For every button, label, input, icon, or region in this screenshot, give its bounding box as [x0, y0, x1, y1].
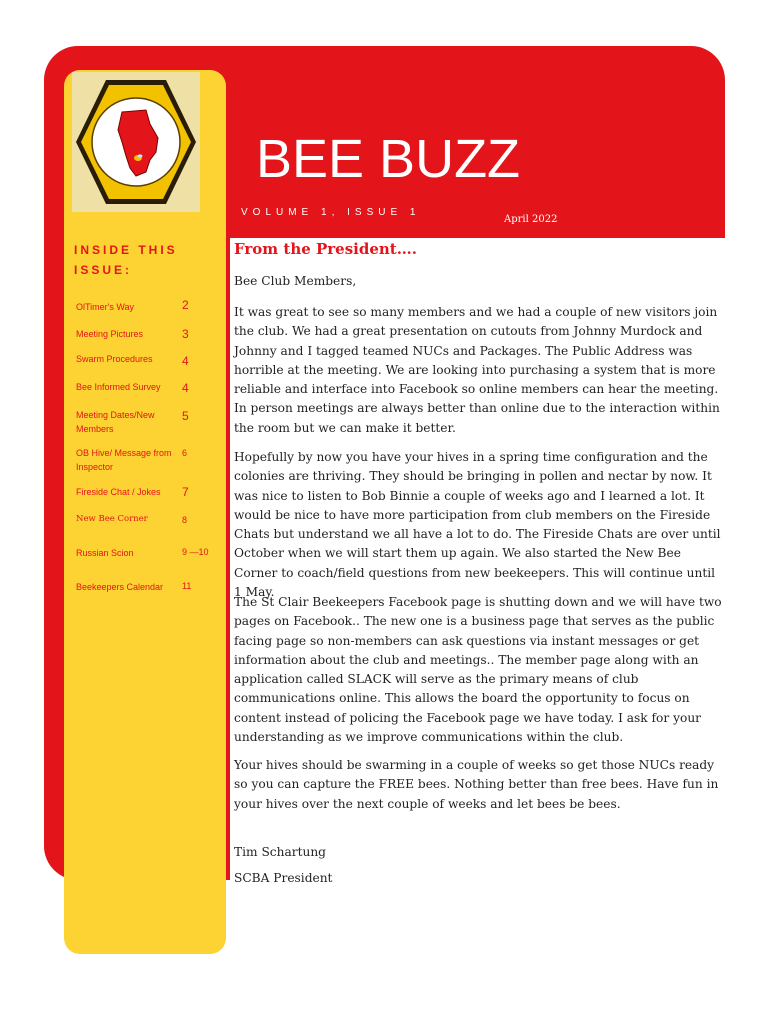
- article-paragraph: Hopefully by now you have your hives in a spring time configuration and the colonies are thriving. They should be bringing in pollen and nectar by now. It was nice to listen to Bob Binnie a couple of weeks ago and I learned a lot. It would be nice to have more participation from club members on the Fireside Chats but understand we all have a lot to do. The Fireside Chats are over until October when we will start them up again. We also started the New Bee Corner to coach/field questions from new beekeepers. This will continue until 1 May.: [234, 450, 721, 600]
- toc-item-page: 4: [182, 354, 189, 368]
- newsletter-title: BEE BUZZ: [256, 129, 521, 189]
- article-paragraph: The St Clair Beekeepers Facebook page is shutting down and we will have two pages on Facebook.. The new one is a business page that serves as the public facing page so non-members can ask questions via instant messages or get information about the club and meetings.. The member page along with an application called SLACK will serve as the primary means of club communications online. This allows the board the opportunity to focus on content instead of policing the Facebook page we have today. I ask for your understanding as we improve communications within the club.: [234, 595, 722, 745]
- toc-item-label: Meeting Pictures: [76, 329, 144, 339]
- toc-item-page: 11: [182, 581, 192, 591]
- toc-item-page: 3: [182, 327, 189, 341]
- issue-date: April 2022: [504, 214, 558, 225]
- toc-item-label: New Bee Corner: [76, 514, 148, 524]
- toc-item-label: Meeting Dates/New Members: [76, 410, 155, 434]
- toc-item-page: 5: [182, 409, 189, 423]
- article-heading: From the President….: [234, 240, 417, 258]
- toc-item-label: Russian Scion: [76, 548, 134, 558]
- logo-emblem: [72, 72, 200, 212]
- president-article: [234, 240, 724, 885]
- toc-item-page: 8: [182, 515, 188, 525]
- article-paragraph: Your hives should be swarming in a couple of weeks so get those NUCs ready so you can capture the FREE bees. Nothing better than free bees. Have fun in your hives over the next couple of weeks and let bees be bees.: [234, 758, 719, 811]
- toc-item-page: 6: [182, 448, 188, 458]
- toc-item-label: OB Hive/ Message from Inspector: [76, 448, 172, 472]
- toc-item-page: 4: [182, 381, 189, 395]
- toc-item-label: Fireside Chat / Jokes: [76, 487, 161, 497]
- article-salutation: Bee Club Members,: [234, 274, 357, 288]
- toc-item-label: Bee Informed Survey: [76, 382, 161, 392]
- signature-title: SCBA President: [234, 871, 333, 885]
- toc-item-page: 2: [182, 298, 189, 312]
- toc-item-label: OlTimer's Way: [76, 302, 135, 312]
- toc-item-label: Beekeepers Calendar: [76, 582, 164, 592]
- association-logo: [72, 72, 200, 212]
- toc-item-page: 7: [182, 485, 189, 499]
- toc-item-page: 9 —10: [182, 547, 209, 557]
- volume-issue: VOLUME 1, ISSUE 1: [241, 207, 421, 218]
- inside-this-issue-heading: INSIDE THIS ISSUE:: [74, 243, 178, 277]
- toc-item-label: Swarm Procedures: [76, 354, 153, 364]
- signature-name: Tim Schartung: [234, 845, 326, 859]
- article-paragraph: It was great to see so many members and we had a couple of new visitors join the club. We had a great presentation on cutouts from Johnny Murdock and Johnny and I tagged teamed NUCs and Packages. The Public Address was horrible at the meeting. We are looking into purchasing a system that is more reliable and interface into Facebook so online members can hear the meeting. In person meetings are always better than online due to the interaction within the room but we can make it better.: [234, 305, 720, 435]
